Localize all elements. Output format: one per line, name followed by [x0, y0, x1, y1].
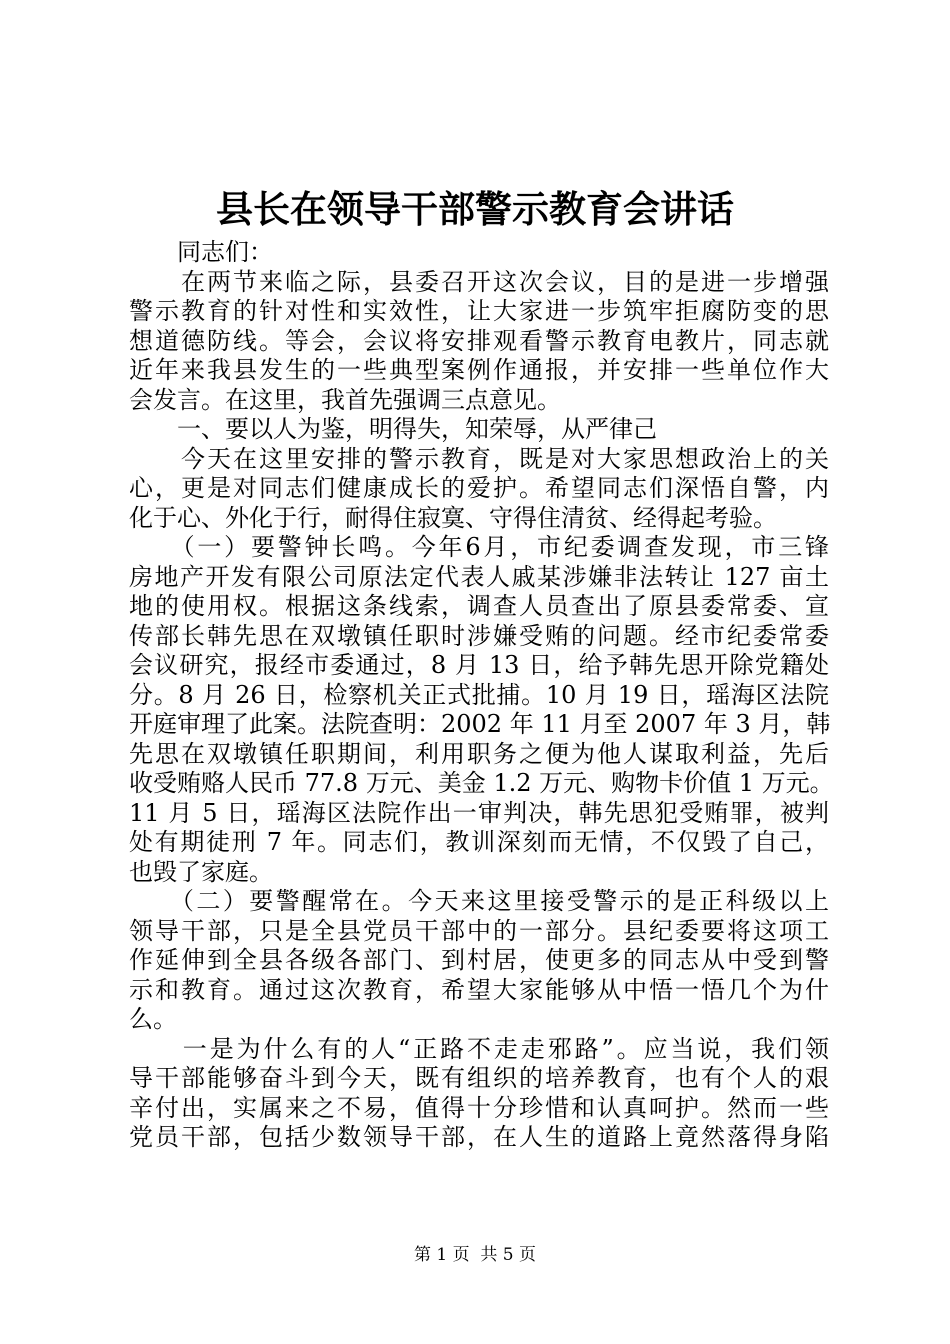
- paragraph-line: 地的使用权。根据这条线索，调查人员查出了原县委常委、宣: [129, 592, 829, 620]
- paragraph-line: 么。: [129, 1005, 177, 1033]
- paragraph-line: 也毁了家庭。: [129, 857, 273, 886]
- paragraph-line: 会发言。在这里，我首先强调三点意见。: [129, 385, 561, 414]
- paragraph-line: 示和教育。通过这次教育，希望大家能够从中悟一悟几个为什: [129, 975, 829, 1004]
- paragraph-line: 领导干部，只是全县党员干部中的一部分。县纪委要将这项工: [129, 916, 829, 945]
- paragraph-line: 同志们：: [129, 238, 273, 266]
- paragraph-line: 想道德防线。等会，会议将安排观看警示教育电教片，同志就: [129, 326, 829, 355]
- paragraph-line: （一）要警钟长鸣。今年6月，市纪委调查发现，市三锋: [129, 533, 829, 561]
- paragraph-line: 一是为什么有的人“正路不走走邪路”。应当说，我们领: [129, 1034, 829, 1063]
- paragraph-line: 近年来我县发生的一些典型案例作通报，并安排一些单位作大: [129, 356, 829, 384]
- paragraph-line: 心，更是对同志们健康成长的爱护。希望同志们深悟自警，内: [129, 474, 829, 502]
- paragraph-line: 传部长韩先思在双墩镇任职时涉嫌受贿的问题。经市纪委常委: [129, 621, 829, 650]
- paragraph-line: 在两节来临之际，县委召开这次会议，目的是进一步增强: [129, 267, 829, 296]
- paragraph-line: 辛付出，实属来之不易，值得十分珍惜和认真呵护。然而一些: [129, 1093, 829, 1122]
- paragraph-line: 作延伸到全县各级各部门、到村居，使更多的同志从中受到警: [129, 946, 829, 974]
- document-body: [129, 238, 834, 1153]
- paragraph-line: 警示教育的针对性和实效性，让大家进一步筑牢拒腐防变的思: [129, 297, 829, 325]
- paragraph-line: 11 月 5 日，瑶海区法院作出一审判决，韩先思犯受贿罪，被判: [129, 798, 829, 827]
- paragraph-line: 会议研究，报经市委通过，8 月 13 日，给予韩先思开除党籍处: [129, 651, 829, 679]
- paragraph-line: 化于心、外化于行，耐得住寂寞、守得住清贫、经得起考验。: [129, 503, 777, 532]
- paragraph-line: 一、要以人为鉴，明得失，知荣辱，从严律己: [129, 415, 657, 443]
- page-footer: 第 1 页 共 5 页: [413, 1245, 537, 1265]
- paragraph-line: （二）要警醒常在。今天来这里接受警示的是正科级以上: [129, 887, 829, 915]
- paragraph-line: 党员干部，包括少数领导干部，在人生的道路上竟然落得身陷: [129, 1123, 829, 1151]
- paragraph-line: 分。8 月 26 日，检察机关正式批捕。10 月 19 日，瑶海区法院: [129, 680, 829, 709]
- paragraph-line: 导干部能够奋斗到今天，既有组织的培养教育，也有个人的艰: [129, 1064, 829, 1092]
- paragraph-line: 先思在双墩镇任职期间，利用职务之便为他人谋取利益，先后: [129, 739, 829, 768]
- paragraph-line: 收受贿赂人民币 77.8 万元、美金 1.2 万元、购物卡价值 1 万元。: [129, 769, 834, 797]
- paragraph-line: 今天在这里安排的警示教育，既是对大家思想政治上的关: [129, 444, 829, 473]
- paragraph-line: 处有期徒刑 7 年。同志们，教训深刻而无情，不仅毁了自己，: [129, 828, 829, 856]
- document-title: 县长在领导干部警示教育会讲话: [216, 187, 734, 231]
- paragraph-line: 开庭审理了此案。法院查明：2002 年 11 月至 2007 年 3 月，韩: [129, 710, 831, 738]
- paragraph-line: 房地产开发有限公司原法定代表人戚某涉嫌非法转让 127 亩土: [129, 562, 829, 591]
